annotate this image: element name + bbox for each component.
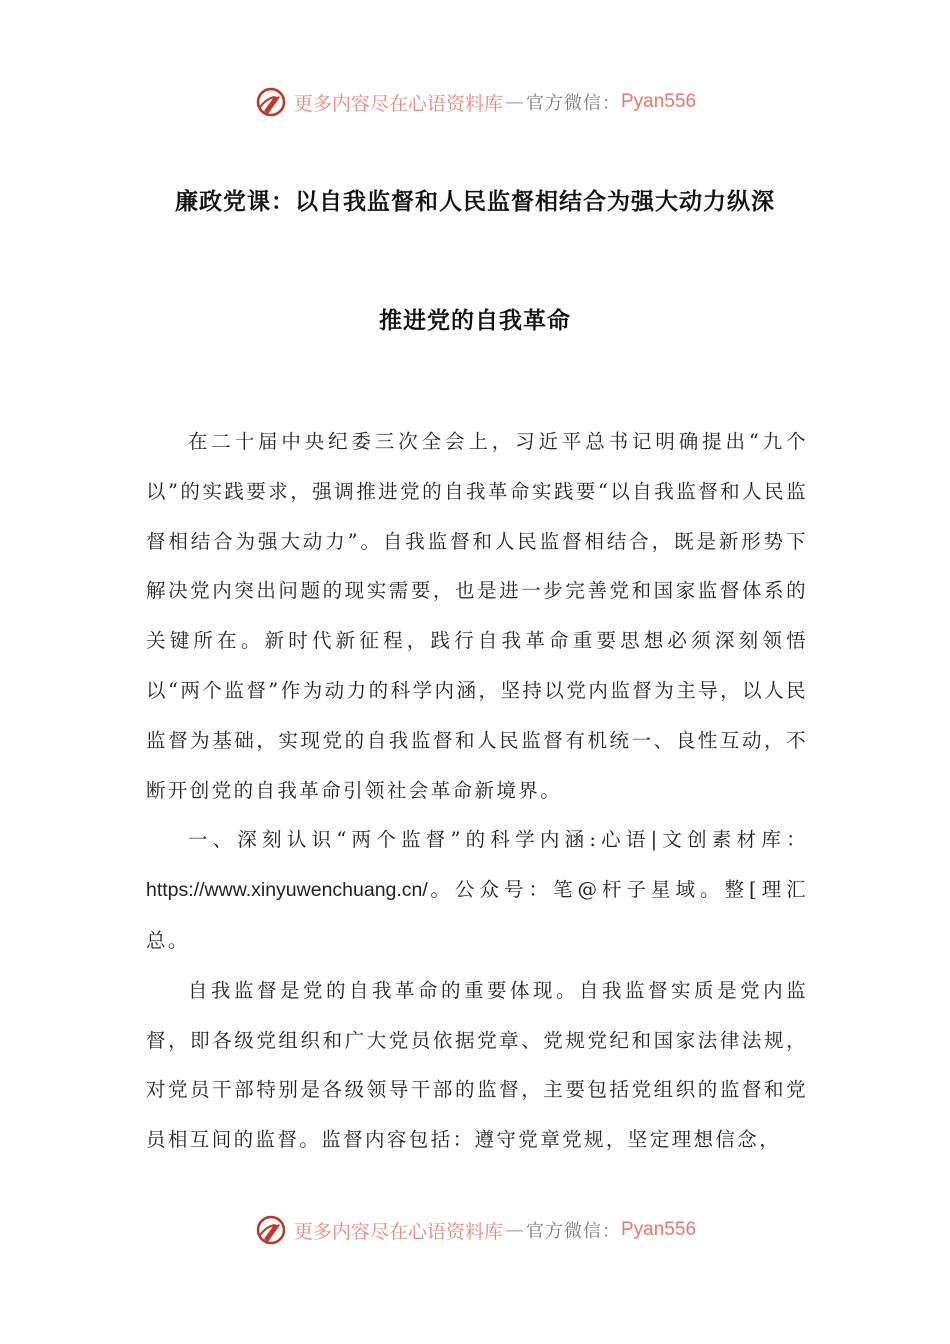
source-url-link[interactable]: https://www.xinyuwenchuang.cn/ bbox=[146, 879, 428, 902]
paragraph-self-supervision: 自我监督是党的自我革命的重要体现。自我监督实质是党内监督，即各级党组织和广大党员依据党章、党规党纪和国家法律法规，对党员干部特别是各级领导干部的监督，主要包括党组织的监督和党员相互间的监督。监督内容包括：遵守党章党规，坚定理想信念， bbox=[146, 978, 808, 1152]
pen-nib-logo-icon bbox=[254, 1213, 288, 1247]
banner-wechat-id: Pyan556 bbox=[621, 91, 697, 112]
banner-slogan: 更多内容尽在心语资料库 bbox=[293, 92, 503, 115]
banner-wechat-id: Pyan556 bbox=[621, 1219, 697, 1240]
paragraph-intro: 在二十届中央纪委三次全会上，习近平总书记明确提出“九个以”的实践要求，强调推进党的自我革命实践要“以自我监督和人民监督相结合为强大动力”。自我监督和人民监督相结合，既是新形势下解决党内突出问题的现实需要，也是进一步完善党和国家监督体系的关键所在。新时代新征程，践行自我革命重要思想必须深刻领悟以“两个监督”作为动力的科学内涵，坚持以党内监督为主导，以人民监督为基础，实现党的自我监督和人民监督有机统一、良性互动，不断开创党的自我革命引领社会革命新境界。 bbox=[146, 430, 808, 802]
pen-nib-logo-icon bbox=[254, 85, 288, 119]
document-title-line-1: 廉政党课：以自我监督和人民监督相结合为强大动力纵深 bbox=[175, 189, 775, 215]
footer-banner bbox=[0, 1210, 950, 1250]
document-body bbox=[146, 417, 808, 1165]
document-title-line-2: 推进党的自我革命 bbox=[379, 308, 571, 334]
header-banner bbox=[0, 82, 950, 122]
section-heading-text: 一、深刻认识“两个监督”的科学内涵:心语|文创素材库： bbox=[187, 828, 808, 852]
section-heading-1 bbox=[146, 815, 808, 965]
banner-separator: — bbox=[505, 1219, 524, 1241]
banner-official-label: 官方微信： bbox=[526, 93, 621, 114]
banner-separator: — bbox=[505, 91, 524, 113]
banner-official-label: 官方微信： bbox=[526, 1221, 621, 1242]
section-heading-tail: 。公众号：笔@杆子星域。整[理汇总。 bbox=[146, 878, 808, 952]
banner-slogan: 更多内容尽在心语资料库 bbox=[293, 1220, 503, 1243]
